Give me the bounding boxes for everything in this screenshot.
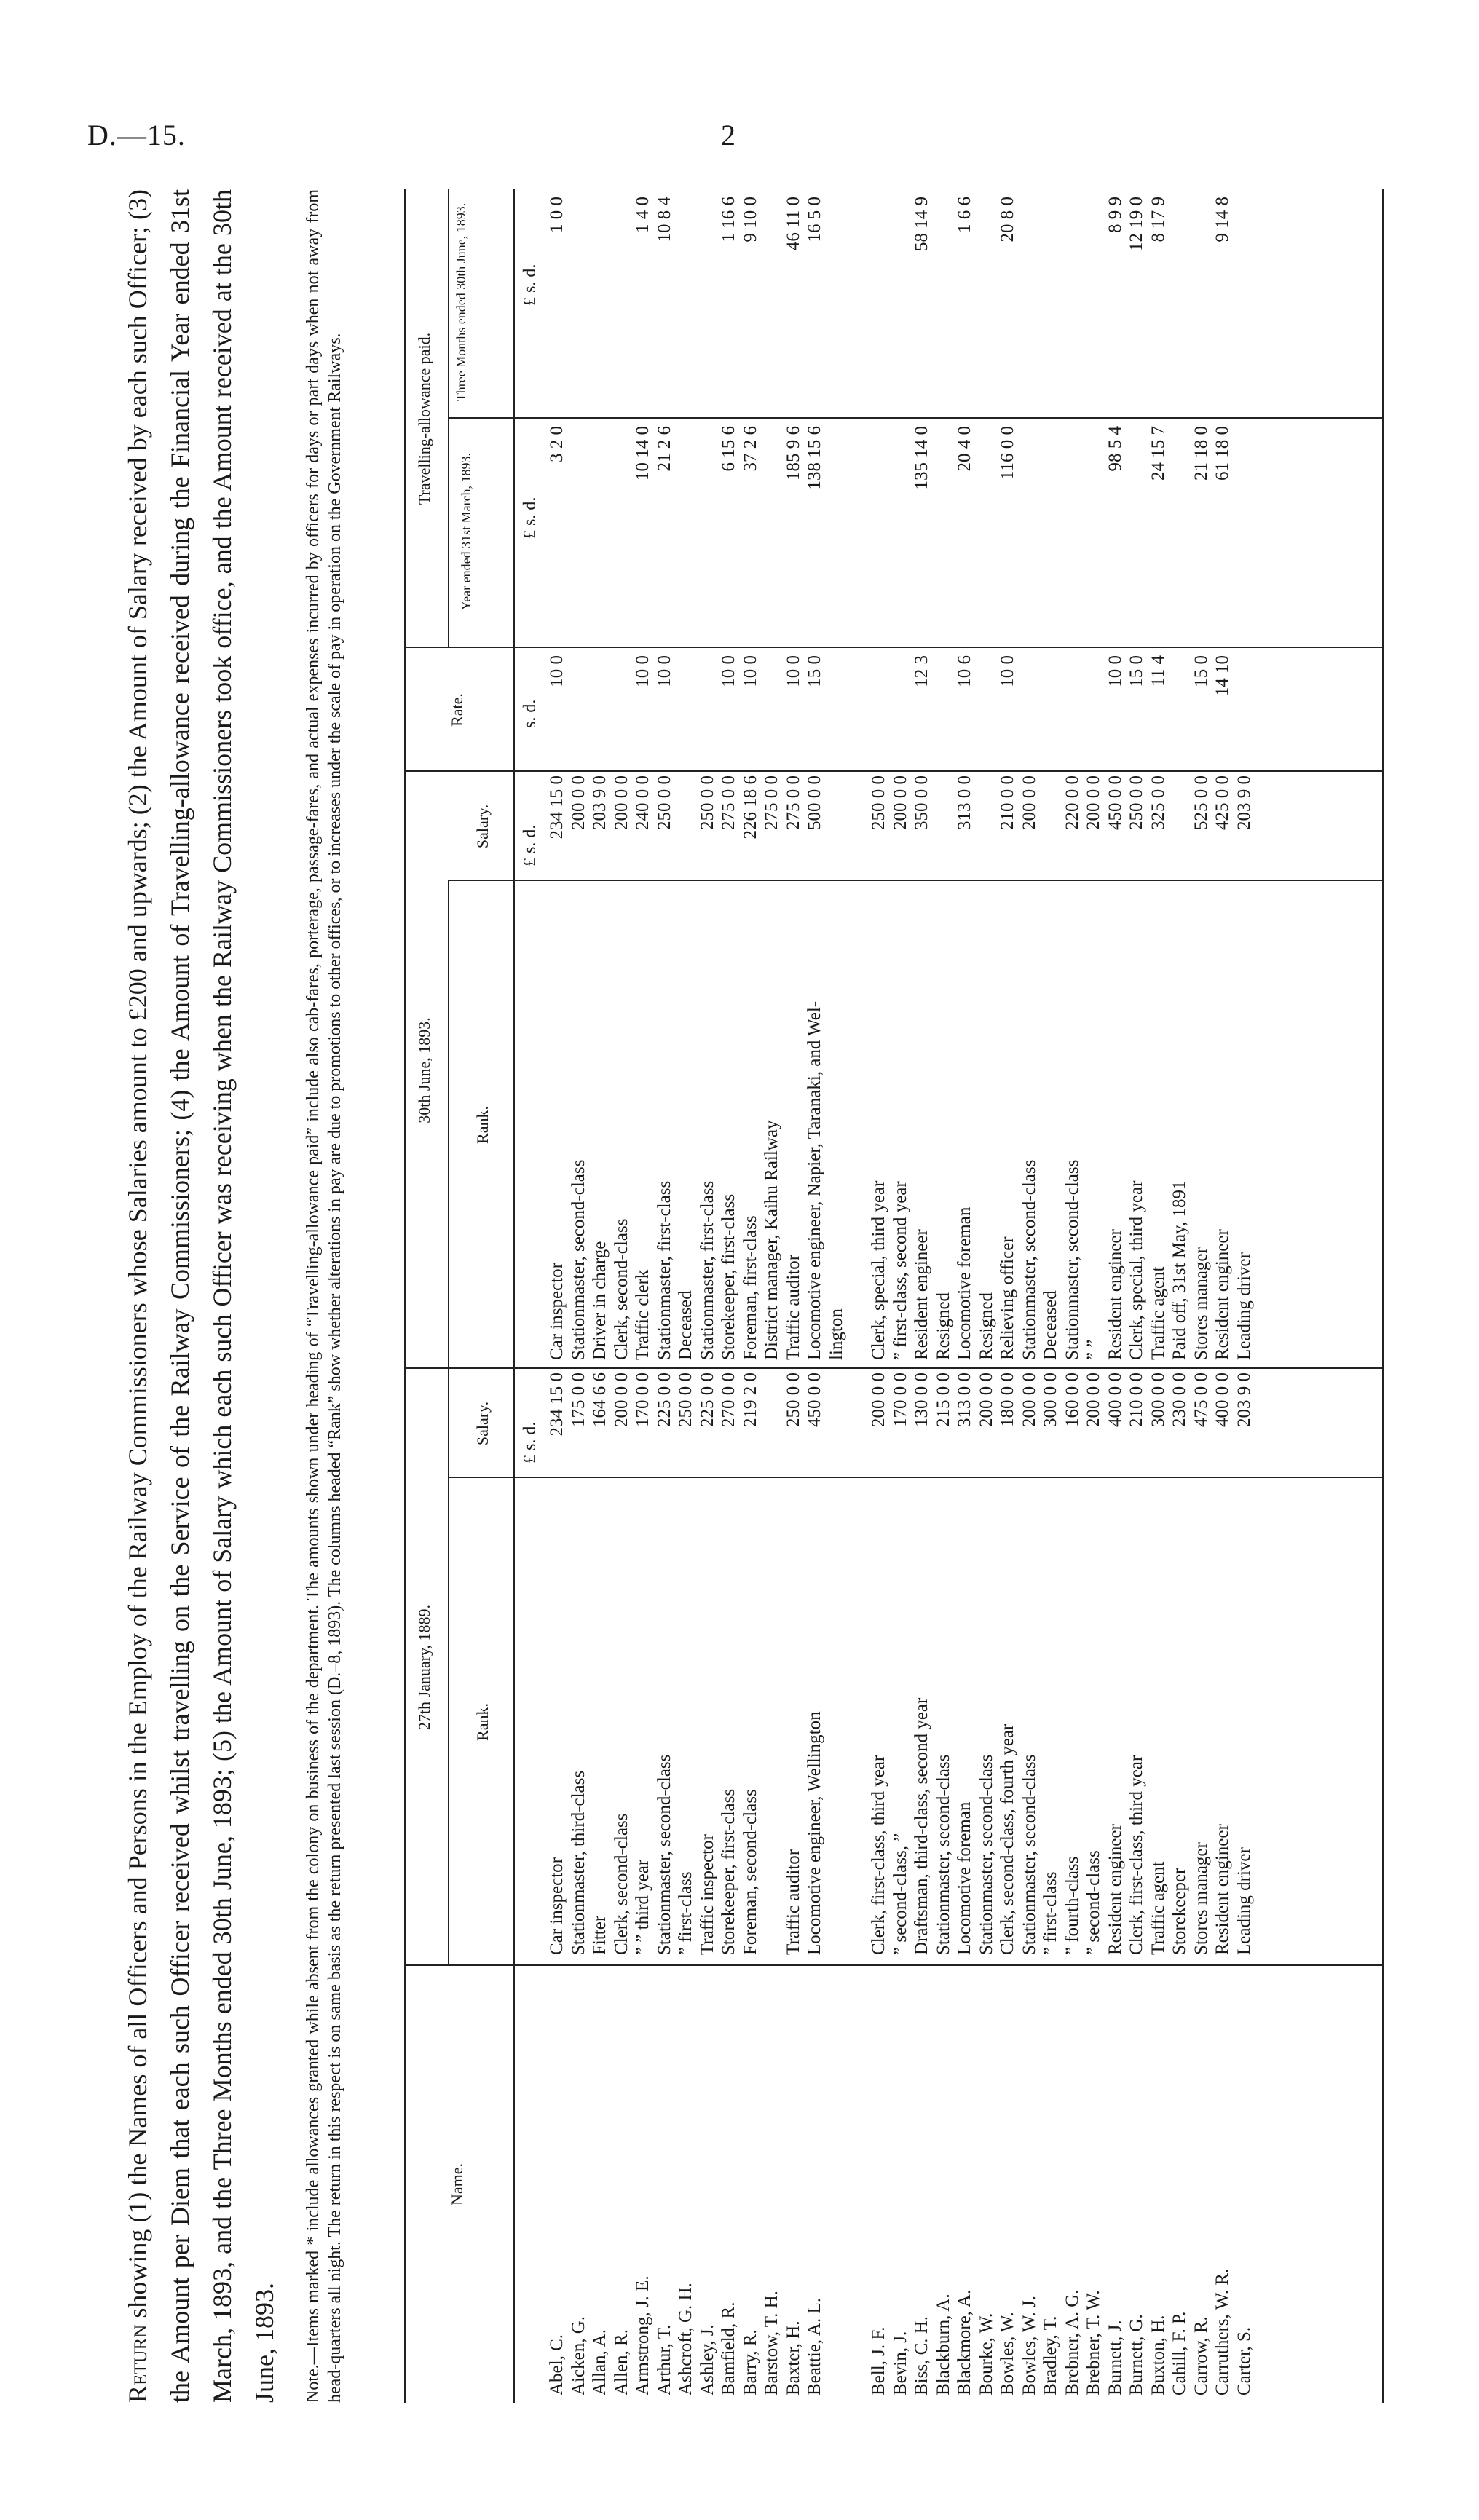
rank-1889-cell: Storekeeper [1170, 1868, 1189, 1955]
table-row [654, 189, 675, 2403]
salary-1889-cell: 130 0 0 [912, 1372, 931, 1427]
rank-1893-cell: Storekeeper, first-class [719, 1193, 738, 1360]
salary-1893-cell: 425 0 0 [1212, 775, 1232, 830]
salary-1889-cell: 400 0 0 [1212, 1372, 1232, 1427]
name-header: Name. [448, 2162, 466, 2206]
salary-1893-cell: 250 0 0 [654, 775, 674, 830]
salary-1889-cell: 475 0 0 [1191, 1372, 1211, 1427]
rate-cell: 10 0 [719, 655, 738, 687]
rate-cell: 15 0 [1127, 655, 1146, 687]
rank-1893-cell: Foreman, first-class [740, 1215, 760, 1360]
rank-1889-cell: Resident engineer [1105, 1824, 1125, 1955]
table-row [997, 189, 1018, 2403]
rate-cell: 10 6 [955, 655, 974, 687]
name-cell: Beattie, A. L. [805, 2298, 824, 2395]
name-cell: Burnett, J. [1105, 2320, 1125, 2395]
name-cell: Blackmore, A. [955, 2289, 974, 2395]
rank-1889-cell: Stationmaster, second-class [933, 1754, 953, 1955]
name-cell: Carter, S. [1234, 2326, 1254, 2395]
name-cell: Brebner, T. W. [1084, 2290, 1103, 2395]
three-months-cell: 8 9 9 [1105, 197, 1125, 233]
table-row [740, 189, 761, 2403]
table-row [632, 189, 653, 2403]
name-cell: Bell, J. F. [869, 2326, 888, 2395]
year-ended-cell: 3 2 0 [547, 426, 567, 462]
name-cell: Bowles, W. [998, 2312, 1017, 2395]
rank-1893-cell: Stationmaster, first-class [697, 1180, 717, 1360]
name-cell: Arthur, T. [654, 2324, 674, 2395]
name-cell: Carrow, R. [1191, 2316, 1211, 2395]
rank-1889-cell: Storekeeper, first-class [719, 1788, 738, 1955]
year-ended-cell: 138 15 6 [805, 426, 824, 490]
year-ended-cell: 135 14 0 [912, 426, 931, 490]
rank-1893-cell: Resident engineer [1105, 1229, 1125, 1360]
table-row [868, 189, 889, 2403]
year-ended-cell: 185 9 6 [783, 426, 803, 481]
salary-1889-cell: 175 0 0 [568, 1372, 588, 1427]
rank-1889-cell: ” second-class, ” [890, 1833, 910, 1955]
salary-1893-cell: 200 0 0 [1019, 775, 1039, 830]
salary-1893-cell: 325 0 0 [1148, 775, 1168, 830]
table-row [1040, 189, 1061, 2403]
year-ended-cell: 21 2 6 [654, 426, 674, 472]
salary-1893-cell: 250 0 0 [697, 775, 717, 830]
page-header [0, 0, 1479, 189]
name-cell: Bowles, W. J. [1019, 2296, 1039, 2395]
table-row [589, 189, 610, 2403]
rate-units: s. d. [521, 699, 540, 728]
salary-1889-cell: 234 15 0 [547, 1372, 567, 1437]
return-table [404, 189, 1384, 2403]
salary-1889-cell: 200 0 0 [611, 1372, 631, 1427]
year-ended-cell: 20 4 0 [955, 426, 974, 472]
table-bottom-rule [1382, 189, 1384, 2403]
table-row [546, 189, 567, 2403]
salary-1889-cell: 203 9 0 [1234, 1372, 1254, 1427]
year-ended-header: Year ended 31st March, 1893. [459, 452, 473, 611]
salary-1889-cell: 250 0 0 [676, 1372, 695, 1427]
salary-1889-cell: 300 0 0 [1041, 1372, 1060, 1427]
name-cell: Barry, R. [740, 2329, 760, 2395]
rank-1889-cell: ” fourth-class [1062, 1856, 1082, 1955]
rate-header: Rate. [448, 693, 466, 727]
rank-1893-cell: Locomotive foreman [955, 1206, 974, 1360]
table-row [911, 189, 932, 2403]
three-months-cell: 1 6 6 [955, 197, 974, 233]
rank-1893-cell: District manager, Kaihu Railway [762, 1120, 781, 1360]
salary-1889-cell: 225 0 0 [654, 1372, 674, 1427]
table-row [761, 189, 782, 2403]
rank-1893-cell: Driver in charge [590, 1241, 610, 1360]
name-cell: Bamfield, R. [719, 2302, 738, 2395]
name-cell: Barstow, T. H. [762, 2291, 781, 2395]
table-row [568, 189, 589, 2403]
table-row [697, 189, 718, 2403]
salary-1893-units: £ s. d. [521, 824, 540, 866]
rank-1889-cell: Traffic auditor [783, 1849, 803, 1955]
rate-cell: 11 4 [1148, 655, 1168, 687]
table-row [611, 189, 632, 2403]
salary-1893-cell: 450 0 0 [1105, 775, 1125, 830]
salary-1893-cell: 226 18 6 [740, 775, 760, 840]
salary-1889-cell: 270 0 0 [719, 1372, 738, 1427]
rank-1893-cell: Resigned [933, 1292, 953, 1360]
table-row [1169, 189, 1190, 2403]
salary-1889-cell: 250 0 0 [783, 1372, 803, 1427]
salary-1893-cell: 200 0 0 [890, 775, 910, 830]
name-cell: Allen, R. [611, 2329, 631, 2395]
rank-1889-cell: ” first-class [1041, 1871, 1060, 1955]
rank-1889-cell: Clerk, second-class, fourth year [998, 1723, 1017, 1955]
salary-1889-cell: 219 2 0 [740, 1372, 760, 1427]
table-row [933, 189, 954, 2403]
rank-1889-cell: Stationmaster, second-class [1019, 1754, 1039, 1955]
rank-1893-cell: Stationmaster, second-class [1062, 1159, 1082, 1360]
rank-1893-cell: ” ” [1084, 1339, 1103, 1360]
salary-1889-units: £ s. d. [521, 1421, 540, 1464]
rank-1893-cell: Resident engineer [912, 1229, 931, 1360]
name-cell: Carruthers, W. R. [1212, 2268, 1232, 2395]
three-months-cell: 9 10 0 [740, 197, 760, 242]
document-code: D.—15. [87, 119, 186, 151]
page-number: 2 [721, 119, 735, 151]
three-months-cell: 1 4 0 [633, 197, 652, 233]
three-months-cell: 16 5 0 [805, 197, 824, 242]
salary-1893-cell: 275 0 0 [719, 775, 738, 830]
salary-1889-cell: 200 0 0 [1019, 1372, 1039, 1427]
rate-cell: 10 0 [633, 655, 652, 687]
name-cell: Armstrong, J. E. [633, 2275, 652, 2395]
heading-lead: Return [123, 2324, 152, 2403]
table-row [976, 189, 997, 2403]
name-cell: Ashcroft, G. H. [676, 2283, 695, 2395]
table-row [804, 189, 825, 2403]
name-cell: Bevin, J. [890, 2331, 910, 2395]
rank-1889-cell: Fitter [590, 1915, 610, 1955]
salary-1893-cell: 250 0 0 [869, 775, 888, 830]
table-row [1126, 189, 1147, 2403]
table-row [1234, 189, 1255, 2403]
year-ended-cell: 98 5 4 [1105, 426, 1125, 472]
year-ended-cell: 6 15 6 [719, 426, 738, 472]
year-units: £ s. d. [521, 497, 540, 539]
name-cell: Biss, C. H. [912, 2315, 931, 2395]
rank-1889-cell: ” first-class [676, 1871, 695, 1955]
salary-1889-cell: 180 0 0 [998, 1372, 1017, 1427]
salary-1889-header: Salary. [473, 1401, 492, 1446]
year-ended-cell: 116 0 0 [998, 426, 1017, 481]
table-row [1019, 189, 1040, 2403]
table-row [1083, 189, 1104, 2403]
rank-1893-cell: Clerk, second-class [611, 1218, 631, 1360]
travel-group-rule [448, 189, 449, 648]
rate-cell: 10 0 [740, 655, 760, 687]
salary-1893-cell: 210 0 0 [998, 775, 1017, 830]
three-months-cell: 58 14 9 [912, 197, 931, 251]
table-row [1062, 189, 1083, 2403]
rate-cell: 15 0 [1191, 655, 1211, 687]
rank-1893-cell: Stationmaster, first-class [654, 1180, 674, 1360]
name-cell: Bourke, W. [976, 2312, 996, 2395]
salary-1889-cell: 300 0 0 [1148, 1372, 1168, 1427]
rate-cell: 15 0 [805, 655, 824, 687]
salary-1893-cell: 220 0 0 [1062, 775, 1082, 830]
return-heading [117, 189, 285, 2403]
salary-1893-cell: 275 0 0 [783, 775, 803, 830]
salary-1889-cell: 230 0 0 [1170, 1372, 1189, 1427]
name-cell: Blackburn, A. [933, 2294, 953, 2395]
table-row [1148, 189, 1169, 2403]
rank-1889-header: Rank. [473, 1703, 492, 1741]
three-months-cell: 9 14 8 [1212, 197, 1232, 242]
rank-1893-cell: Paid off, 31st May, 1891 [1170, 1180, 1189, 1360]
rank-1893-cell: ” first-class, second year [890, 1181, 910, 1360]
salary-1889-cell: 200 0 0 [869, 1372, 888, 1427]
name-cell: Baxter, H. [783, 2320, 803, 2395]
header-bottom-rule [513, 189, 515, 2403]
three-months-units: £ s. d. [521, 264, 540, 306]
rank-1889-cell: Leading driver [1234, 1847, 1254, 1955]
name-cell: Brebner, A. G. [1062, 2289, 1082, 2395]
salary-1893-cell: 275 0 0 [762, 775, 781, 830]
heading-text: showing (1) the Names of all Officers and Persons in the Employ of the Railway Commissioners whose Salaries amount to £200 and upwards; (2) the Amount of Salary received by each such Officer; (3) the Amount per Diem that each such Officer received whilst travelling on the Service of the Railway Commissioners; (4) the Amount of Travelling-allowance received during the Financial Year ended 31st March, 1893, and the Three Months ended 30th June, 1893; (5) the Amount of Salary which each such Officer was receiving when the Railway Commissioners took office, and the Amount received at the 30th June, 1893. [123, 189, 279, 2403]
rank-1893-cell: Traffic agent [1148, 1266, 1168, 1360]
rank-1889-cell: ” second-class [1084, 1850, 1103, 1955]
salary-1889-cell: 170 0 0 [633, 1372, 652, 1427]
name-cell: Abel, C. [547, 2334, 567, 2395]
three-months-cell: 1 16 6 [719, 197, 738, 242]
year-ended-cell: 61 18 0 [1212, 426, 1232, 481]
salary-1893-cell: 234 15 0 [547, 775, 567, 840]
rate-cell: 10 0 [654, 655, 674, 687]
salary-1893-cell: 203 9 0 [590, 775, 610, 830]
salary-1889-cell: 215 0 0 [933, 1372, 953, 1427]
salary-1889-cell: 210 0 0 [1127, 1372, 1146, 1427]
jan-1889-header: 27th January, 1889. [415, 1604, 433, 1731]
year-ended-cell: 10 14 0 [633, 426, 652, 481]
rank-1889-cell: Clerk, second-class [611, 1813, 631, 1955]
salary-1889-cell: 164 6 6 [590, 1372, 610, 1427]
rank-1889-cell: Clerk, first-class, third year [1127, 1755, 1146, 1955]
rank-1893-cell: Resident engineer [1212, 1229, 1232, 1360]
year-ended-cell: 24 15 7 [1148, 426, 1168, 481]
table-row [1105, 189, 1126, 2403]
salary-1893-cell: 313 0 0 [955, 775, 974, 830]
rank-1889-cell: Foreman, second-class [740, 1789, 760, 1955]
salary-1889-cell: 170 0 0 [890, 1372, 910, 1427]
table-row [783, 189, 804, 2403]
rate-cell: 10 0 [783, 655, 803, 687]
salary-1893-cell: 500 0 0 [805, 775, 824, 830]
three-months-header: Three Months ended 30th June, 1893. [454, 202, 468, 402]
rank-1893-cell: lington [826, 1308, 846, 1360]
rank-1893-cell: Locomotive engineer, Napier, Taranaki, and Wel- [805, 1000, 824, 1360]
salary-1889-cell: 225 0 0 [697, 1372, 717, 1427]
rank-1893-cell: Traffic clerk [633, 1269, 652, 1360]
rank-1889-cell: Car inspector [547, 1857, 567, 1955]
year-ended-cell: 21 18 0 [1191, 426, 1211, 481]
rank-1893-cell: Stationmaster, second-class [568, 1159, 588, 1360]
rank-1893-cell: Stationmaster, second-class [1019, 1159, 1039, 1360]
rate-cell: 10 0 [1105, 655, 1125, 687]
rank-1889-cell: Locomotive engineer, Wellington [805, 1711, 824, 1955]
rotated-page-content [117, 189, 1384, 2403]
salary-1889-cell: 200 0 0 [976, 1372, 996, 1427]
rank-1893-cell: Traffic auditor [783, 1254, 803, 1360]
rank-1893-cell: Leading driver [1234, 1252, 1254, 1360]
rank-1889-cell: Draftsman, third-class, second year [912, 1697, 931, 1955]
salary-1893-header: Salary. [473, 804, 492, 849]
rank-1893-cell: Clerk, special, third year [869, 1180, 888, 1360]
rate-cell: 10 0 [998, 655, 1017, 687]
table-top-rule [404, 189, 406, 2403]
table-row [718, 189, 739, 2403]
table-row [826, 189, 847, 2403]
name-cell: Ashley, J. [697, 2324, 717, 2395]
name-cell: Allan, A. [590, 2329, 610, 2395]
table-row [1212, 189, 1233, 2403]
salary-1893-cell: 203 9 0 [1234, 775, 1254, 830]
rank-1893-cell: Clerk, special, third year [1127, 1180, 1146, 1360]
three-months-cell: 46 11 0 [783, 197, 803, 251]
rank-1889-cell: Locomotive foreman [955, 1801, 974, 1955]
rank-1889-cell: Stationmaster, second-class [654, 1754, 674, 1955]
three-months-cell: 20 8 0 [998, 197, 1017, 242]
three-months-cell: 12 19 0 [1127, 197, 1146, 251]
salary-1889-cell: 450 0 0 [805, 1372, 824, 1427]
salary-1893-cell: 350 0 0 [912, 775, 931, 830]
three-months-cell: 8 17 9 [1148, 197, 1168, 242]
rank-1893-cell: Deceased [676, 1290, 695, 1360]
rate-cell: 12 3 [912, 655, 931, 687]
name-cell: Aicken, G. [568, 2316, 588, 2395]
table-row [675, 189, 696, 2403]
rank-1893-header: Rank. [473, 1106, 492, 1144]
explanatory-note: Note.—Items marked * include allowances granted while absent from the colony on business of the department. The amounts shown under heading of “Travelling-allowance paid” include also cab-fares, porterage, passage-fares, and actual expenses incurred by officers for days or part days when not away from head-quarters all night. The return in this respect is on same basis as the return presented last session (D.–8, 1893). The columns headed “Rank” show whether alterations in pay are due to promotions to other offices, or to increases under the scale of pay in operation on the Government Railways. [304, 189, 344, 2403]
rank-1893-cell: Relieving officer [998, 1236, 1017, 1360]
name-cell: Buxton, H. [1148, 2315, 1168, 2395]
travel-allowance-header: Travelling-allowance paid. [415, 332, 433, 505]
name-cell: Bradley, T. [1041, 2315, 1060, 2395]
rate-cell: 14 10 [1212, 655, 1232, 697]
rank-1893-cell: Stores manager [1191, 1247, 1211, 1360]
rank-1889-cell: Clerk, first-class, third year [869, 1755, 888, 1955]
salary-1889-cell: 313 0 0 [955, 1372, 974, 1427]
salary-1893-cell: 240 0 0 [633, 775, 652, 830]
salary-1893-cell: 250 0 0 [1127, 775, 1146, 830]
name-cell: Cahill, F. P. [1170, 2311, 1189, 2395]
rank-1889-cell: Traffic inspector [697, 1834, 717, 1955]
salary-1889-cell: 200 0 0 [1084, 1372, 1103, 1427]
rank-1889-cell: Traffic agent [1148, 1861, 1168, 1955]
three-months-cell: 10 8 4 [654, 197, 674, 242]
rank-1893-cell: Car inspector [547, 1263, 567, 1360]
rank-1889-cell: Stores manager [1191, 1842, 1211, 1955]
rank-1889-cell: ” ” third year [633, 1859, 652, 1955]
jun-1893-header: 30th June, 1893. [415, 1017, 433, 1123]
table-row [954, 189, 975, 2403]
salary-1889-cell: 400 0 0 [1105, 1372, 1125, 1427]
table-row [890, 189, 911, 2403]
three-months-cell: 1 0 0 [547, 197, 567, 233]
salary-1893-cell: 200 0 0 [568, 775, 588, 830]
rank-1893-cell: Deceased [1041, 1290, 1060, 1360]
table-row [1191, 189, 1212, 2403]
rank-1893-cell: Resigned [976, 1292, 996, 1360]
name-cell: Burnett, G. [1127, 2314, 1146, 2395]
period-group-rule [448, 881, 449, 1966]
year-ended-cell: 37 2 6 [740, 426, 760, 472]
rate-cell: 10 0 [547, 655, 567, 687]
rank-1889-cell: Resident engineer [1212, 1824, 1232, 1955]
rank-1889-cell: Stationmaster, second-class [976, 1754, 996, 1955]
salary-1893-cell: 200 0 0 [1084, 775, 1103, 830]
salary-1893-cell: 200 0 0 [611, 775, 631, 830]
rank-1889-cell: Stationmaster, third-class [568, 1770, 588, 1955]
salary-1893-cell: 525 0 0 [1191, 775, 1211, 830]
salary-1889-cell: 160 0 0 [1062, 1372, 1082, 1427]
